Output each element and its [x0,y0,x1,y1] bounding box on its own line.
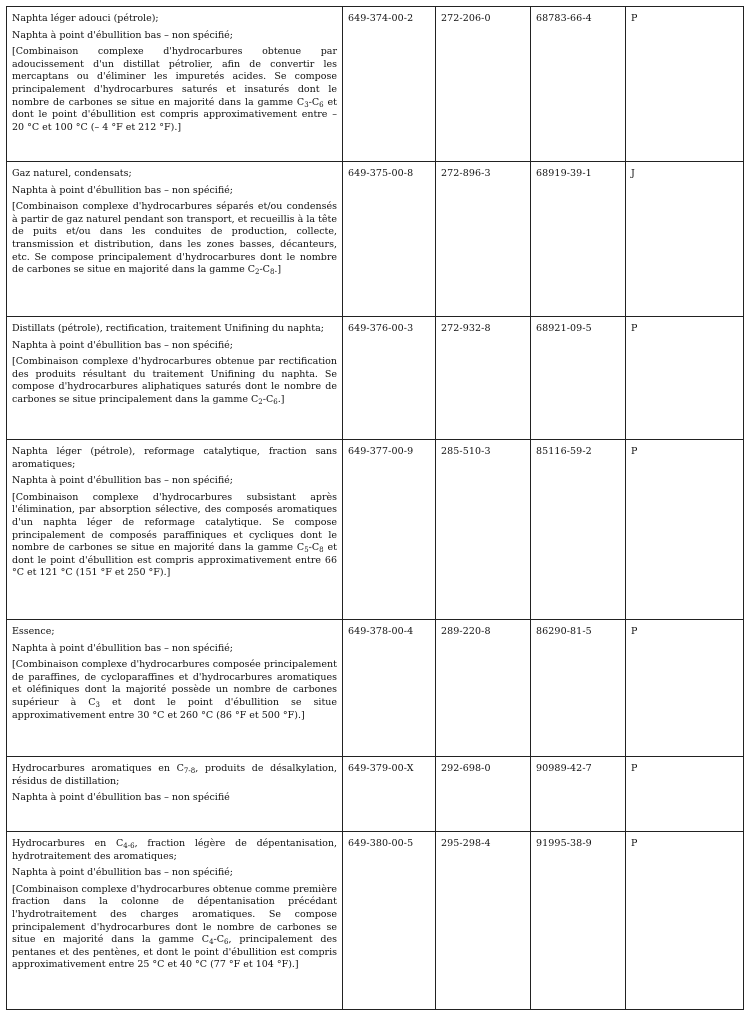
substance-cell [7,757,343,832]
substance-cell [7,620,343,757]
index-number: 649-374-00-2 [343,7,436,162]
substance-description: [Combinaison complexe d'hydrocarbures obtenue par adoucissement d'un distillat pétrolier, afin de convertir les mercaptans ou d'éliminer les impuretés acides. Se compose principalement d'hydrocarbures saturés et insaturés dont le nombre de carbones se situe en majorité dans la gamme $C_3-C_6$ et dont le point d'ébullition est compris approximativement entre – 20 °C et 100 °C (– 4 °F et 212 °F).] [12,46,337,133]
table-row [7,620,744,757]
substance-class: Naphta à point d'ébullition bas – non spécifié; [12,339,233,351]
cas-number: 68919-39-1 [531,162,626,317]
cas-number: 86290-81-5 [531,620,626,757]
substance-name: Naphta léger adouci (pétrole); [12,13,159,24]
table-row [7,832,744,1010]
index-number: 649-378-00-4 [343,620,436,757]
substance-class: Naphta à point d'ébullition bas – non spécifié; [12,642,233,654]
substance-cell [7,832,343,1010]
notes: P [626,757,744,832]
substance-class: Naphta à point d'ébullition bas – non spécifié; [12,29,233,41]
substance-cell [7,7,343,162]
table-row [7,317,744,440]
ec-number: 285-510-3 [436,440,531,620]
ec-number: 292-698-0 [436,757,531,832]
substance-name: Hydrocarbures en $C_{4-6}$, fraction légère de dépentanisation, hydrotraitement des aromatiques; [12,838,337,862]
substance-table [6,6,744,1010]
substance-name: Hydrocarbures aromatiques en $C_{7-8}$, produits de désalkylation, résidus de distillation; [12,763,337,787]
cas-number: 90989-42-7 [531,757,626,832]
notes: J [626,162,744,317]
substance-name: Naphta léger (pétrole), reformage catalytique, fraction sans aromatiques; [12,446,337,470]
table-row [7,757,744,832]
notes: P [626,832,744,1010]
substance-class: Naphta à point d'ébullition bas – non spécifié; [12,475,233,487]
table-row [7,440,744,620]
cas-number: 68921-09-5 [531,317,626,440]
index-number: 649-375-00-8 [343,162,436,317]
substance-class: Naphta à point d'ébullition bas – non spécifié; [12,184,233,196]
table-row [7,162,744,317]
substance-class: Naphta à point d'ébullition bas – non spécifié [12,792,230,804]
substance-description: [Combinaison complexe d'hydrocarbures obtenue comme première fraction dans la colonne de dépentanisation précédant l'hydrotraitement des charges aromatiques. Se compose principalement d'hydrocarbures dont le nombre de carbones se situe en majorité dans la gamme $C_4-C_6$, principalement des pentanes et des pentènes, et dont le point d'ébullition est compris approximativement entre 25 °C et 40 °C (77 °F et 104 °F).] [12,883,338,971]
substance-name: Gaz naturel, condensats; [12,168,132,179]
ec-number: 289-220-8 [436,620,531,757]
index-number: 649-377-00-9 [343,440,436,620]
substance-description: [Combinaison complexe d'hydrocarbures obtenue par rectification des produits résultant du traitement Unifining du naphta. Se compose d'hydrocarbures aliphatiques saturés dont le nombre de carbones se situe principalement dans la gamme $C_2-C_6$.] [12,356,337,406]
cas-number: 91995-38-9 [531,832,626,1010]
substance-name: Distillats (pétrole), rectification, traitement Unifining du naphta; [12,323,324,334]
substance-cell [7,162,343,317]
notes: P [626,7,744,162]
ec-number: 272-896-3 [436,162,531,317]
index-number: 649-376-00-3 [343,317,436,440]
index-number: 649-380-00-5 [343,832,436,1010]
ec-number: 295-298-4 [436,832,531,1010]
substance-cell [7,317,343,440]
ec-number: 272-932-8 [436,317,531,440]
notes: P [626,317,744,440]
notes: P [626,620,744,757]
cas-number: 68783-66-4 [531,7,626,162]
notes: P [626,440,744,620]
substance-description: [Combinaison complexe d'hydrocarbures subsistant après l'élimination, par absorption sélective, des composés aromatiques d'un naphta léger de reformage catalytique. Se compose principalement de composés paraffiniques et cycliques dont le nombre de carbones se situe en majorité dans la gamme $C_5-C_8$ et dont le point d'ébullition est compris approximativement entre 66 °C et 121 °C (151 °F et 250 °F).] [12,491,337,579]
ec-number: 272-206-0 [436,7,531,162]
index-number: 649-379-00-X [343,757,436,832]
table-row [7,7,744,162]
substance-name: Essence; [12,626,55,637]
substance-class: Naphta à point d'ébullition bas – non spécifié; [12,867,233,879]
substance-description: [Combinaison complexe d'hydrocarbures séparés et/ou condensés à partir de gaz naturel pendant son transport, et recueillis à la tête de puits et/ou dans les conduites de production, collecte, transmission et distribution, dans les zones basses, décanteurs, etc. Se compose principalement d'hydrocarbures dont le nombre de carbones se situe en majorité dans la gamme $C_2-C_8$.] [12,201,337,277]
substance-cell [7,440,343,620]
substance-description: [Combinaison complexe d'hydrocarbures composée principalement de paraffines, de cycloparaffines et d'hydrocarbures aromatiques et oléfiniques dont la majorité possède un nombre de carbones supérieur à $C_3$ et dont le point d'ébullition se situe approximativement entre 30 °C et 260 °C (86 °F et 500 °F).] [12,659,338,721]
cas-number: 85116-59-2 [531,440,626,620]
